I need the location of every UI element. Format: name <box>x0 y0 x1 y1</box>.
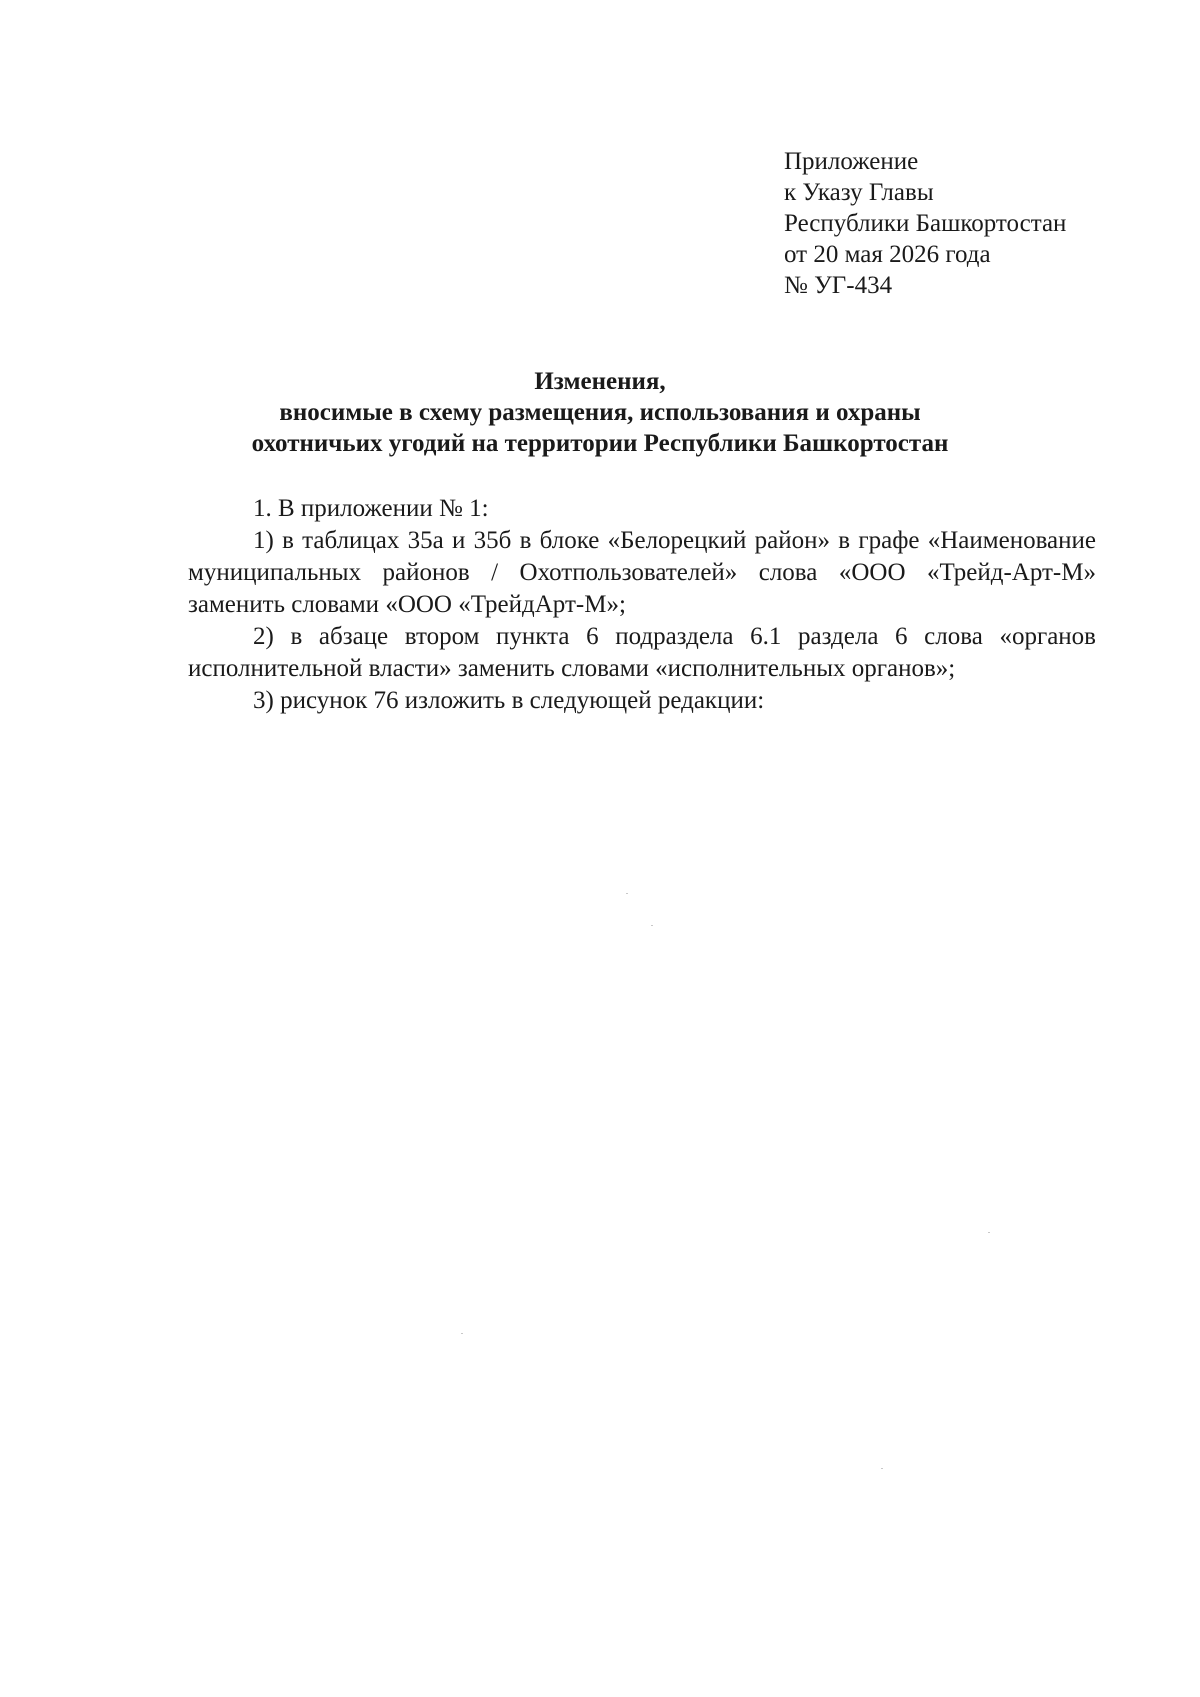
appendix-line-2: к Указу Главы <box>784 179 934 206</box>
title-line-2: вносимые в схему размещения, использования и охраны <box>279 399 921 426</box>
paragraph-1: 1. В приложении № 1: <box>253 495 489 522</box>
scan-speck <box>988 1232 990 1233</box>
title-line-1: Изменения, <box>534 368 666 395</box>
appendix-line-5: № УГ-434 <box>784 272 893 299</box>
scan-speck <box>651 925 653 926</box>
scan-speck <box>881 1468 883 1469</box>
appendix-line-4: от 20 мая 2026 года <box>784 241 991 268</box>
appendix-line-3: Республики Башкортостан <box>784 210 1067 237</box>
scan-speck <box>461 1333 463 1334</box>
paragraph-4: 3) рисунок 76 изложить в следующей редакции: <box>253 687 765 714</box>
document-body <box>188 493 1096 717</box>
appendix-line-1: Приложение <box>784 148 919 175</box>
document-title <box>0 366 1200 459</box>
scan-speck <box>626 893 628 894</box>
title-line-3: охотничьих угодий на территории Республики Башкортостан <box>251 430 949 457</box>
appendix-header <box>784 146 1066 301</box>
paragraph-2: 1) в таблицах 35а и 35б в блоке «Белорецкий район» в графе «Наименование муниципальных районов / Охотпользователей» слова «ООО «Трейд-Арт-М» заменить словами «ООО «ТрейдАрт-М»; <box>188 527 1096 618</box>
paragraph-3: 2) в абзаце втором пункта 6 подраздела 6.1 раздела 6 слова «органов исполнительной власти» заменить словами «исполнительных органов»; <box>188 623 1096 682</box>
